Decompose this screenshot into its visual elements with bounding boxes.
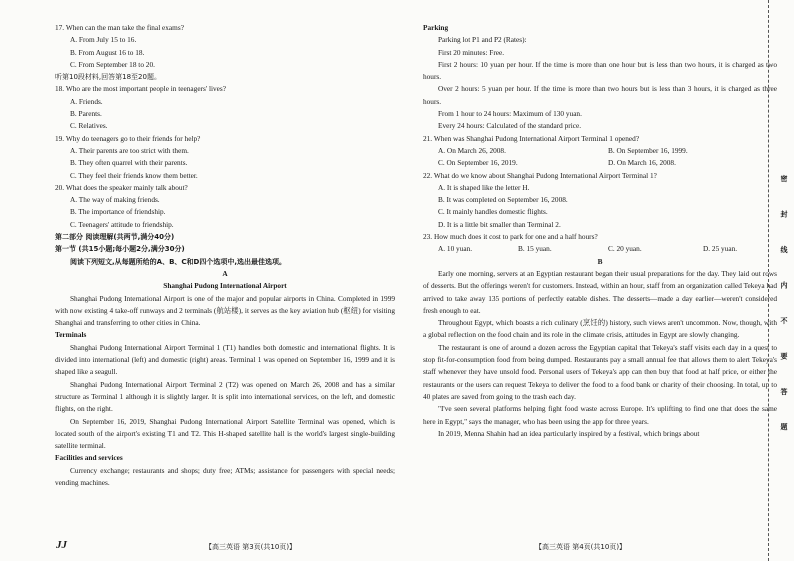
question-stem: 23. How much does it cost to park for one and a half hours?	[423, 232, 598, 242]
option-d: D. 25 yuan.	[703, 244, 738, 254]
facilities-heading: Facilities and services	[55, 453, 123, 463]
option-c: C. From September 18 to 20.	[70, 59, 155, 69]
question-stem: 21. When was Shanghai Pudong International Airport Terminal 1 opened?	[423, 133, 640, 143]
satellite-terminal-paragraph: On September 16, 2019, Shanghai Pudong International Airport Satellite Terminal was opened, which is located south of the airport's existing T1 and T2. This H-shaped satellite hall is the world's largest single-building satellite terminal.	[55, 416, 395, 451]
option-b: B. Parents.	[70, 109, 102, 119]
parking-line: Every 24 hours: Calculated of the standard price.	[438, 121, 582, 131]
seal-line-notice: 密 封 线 内 不 要 答 题	[780, 175, 788, 444]
handwritten-mark: JJ	[56, 539, 67, 551]
question-18	[55, 83, 395, 132]
option-a: A. 10 yuan.	[438, 244, 473, 254]
option-a: A. Friends.	[70, 96, 103, 106]
passage-b-paragraph-4: "I've seen several platforms helping fight food waste across Europe. It's uplifting to find one that does the same here in Egypt," says the manager, who has been using the app for three years.	[423, 404, 777, 426]
option-a: A. On March 26, 2008.	[438, 145, 506, 155]
passage-b-paragraph-5: In 2019, Menna Shahin had an idea particularly inspired by a festival, which brings about	[438, 428, 700, 438]
option-c: C. They feel their friends know them better.	[70, 170, 198, 180]
question-stem: 18. Who are the most important people in teenagers' lives?	[55, 84, 226, 94]
reading-instructions: 阅读下列短文,从每题所给的A、B、C和D四个选项中,选出最佳选项。	[70, 257, 287, 266]
intro-paragraph: Shanghai Pudong International Airport is one of the major and popular airports in China. Completed in 1999 with now existing 4 take-off runways and 2 terminals (航站楼), it serves as the key aviation hub (枢纽) for visiting Shanghai and transferring to other cities in China.	[55, 293, 395, 328]
terminal-2-paragraph: Shanghai Pudong International Airport Terminal 2 (T2) was opened on March 26, 2008 and has a similar structure as Terminal 1 although it is slightly larger. It is split into international services, on the left, and domestic flights, on the right.	[55, 379, 395, 414]
option-a: A. The way of making friends.	[70, 195, 160, 205]
passage-b-paragraph-1: Early one morning, servers at an Egyptian restaurant began their usual preparations for the day. They laid out rows of desserts. But the offerings weren't for customers. Instead, within an hour, staff from an organization called Tekeya had arrived to take away 135 portions of perfectly eatable dishes. The desserts—made a day earlier—weren't considered fresh enough to eat.	[423, 268, 777, 315]
page-footer-right: 【高三英语 第4页(共10页)】	[535, 543, 627, 551]
parking-line: From 1 hour to 24 hours: Maximum of 130 yuan.	[438, 109, 582, 119]
page-footer-left: 【高三英语 第3页(共10页)】	[205, 543, 297, 551]
option-b: B. 15 yuan.	[518, 244, 552, 254]
question-19	[55, 133, 395, 182]
option-b: B. On September 16, 1999.	[608, 145, 688, 155]
option-b: B. It was completed on September 16, 2008.	[438, 195, 568, 205]
options-row	[423, 145, 777, 157]
passage-b-paragraph-2: Throughout Egypt, which boasts a rich culinary (烹饪的) history, such views aren't uncommon. Now, though, with a global reflection on the food chain and its role in the climate crisis, attitudes in Egypt are slowly changing.	[423, 318, 777, 340]
option-c: C. On September 16, 2019.	[438, 158, 518, 168]
left-column	[55, 22, 395, 489]
option-a: A. From July 15 to 16.	[70, 35, 137, 45]
section-heading: 第一节 (共15小题;每小题2分,满分30分)	[55, 245, 185, 254]
parking-line: Over 2 hours: 5 yuan per hour. If the time is more than two hours but is less than 3 hours, it is charged as three hours.	[423, 84, 777, 106]
terminal-1-paragraph: Shanghai Pudong International Airport Terminal 1 (T1) handles both domestic and international flights. It is divided into international (left) and domestic (right) areas. Terminal 1 was opened on September 16, 1999 and it is shaped like a seagull.	[55, 342, 395, 377]
option-c: C. 20 yuan.	[608, 244, 642, 254]
passage-title: Shanghai Pudong International Airport	[163, 281, 287, 291]
question-stem: 22. What do we know about Shanghai Pudong International Airport Terminal 1?	[423, 170, 657, 180]
facilities-paragraph: Currency exchange; restaurants and shops; duty free; ATMs; assistance for passengers with special needs; vending machines.	[55, 465, 395, 487]
question-21	[423, 133, 777, 170]
question-stem: 17. When can the man take the final exams?	[55, 23, 184, 32]
terminals-heading: Terminals	[55, 330, 87, 340]
parking-line: First 20 minutes: Free.	[438, 47, 505, 57]
parking-line: Parking lot P1 and P2 (Rates):	[438, 35, 527, 45]
option-a: A. Their parents are too strict with them.	[70, 145, 189, 155]
option-d: D. It is a little bit smaller than Terminal 2.	[438, 219, 561, 229]
option-d: D. On March 16, 2008.	[608, 158, 676, 168]
option-a: A. It is shaped like the letter H.	[438, 182, 530, 192]
passage-b-paragraph-3: The restaurant is one of around a dozen across the Egyptian capital that Tekeya's staff visits each day in a quest to stop fit-for-consumption food from being dumped. Restaurants pay a small annual fee that allows them to alert Tekeya's staff whenever they have unsold food. Personal users of Tekeya's app can then buy that food at half price, or either the restaurants or the users can request Tekeya to deliver the food to a food bank or charity of their choosing. In total, up to 40 plates are saved from going to the trash each day.	[423, 342, 777, 401]
question-20	[55, 182, 395, 231]
listening-instruction: 听第10段材料,回答第18至20题。	[55, 73, 161, 82]
option-b: B. From August 16 to 18.	[70, 47, 145, 57]
part-heading: 第二部分 阅读理解(共两节,满分40分)	[55, 233, 175, 242]
question-stem: 20. What does the speaker mainly talk about?	[55, 182, 188, 192]
option-c: C. It mainly handles domestic flights.	[438, 207, 548, 217]
passage-label: B	[597, 256, 603, 266]
right-column	[423, 22, 777, 440]
question-23	[423, 231, 777, 256]
passage-label: A	[222, 268, 228, 278]
parking-line: First 2 hours: 10 yuan per hour. If the time is more than one hour but is less than two hours, it is charged as two hours.	[423, 59, 777, 82]
parking-heading: Parking	[423, 23, 449, 32]
question-22	[423, 170, 777, 231]
option-c: C. Relatives.	[70, 121, 108, 131]
seal-line	[768, 0, 769, 561]
options-row	[423, 157, 777, 169]
question-stem: 19. Why do teenagers go to their friends for help?	[55, 133, 201, 143]
option-c: C. Teenagers' attitude to friendship.	[70, 219, 174, 229]
option-b: B. They often quarrel with their parents.	[70, 158, 188, 168]
option-b: B. The importance of friendship.	[70, 207, 166, 217]
question-17	[55, 22, 395, 71]
options-row	[423, 243, 777, 255]
